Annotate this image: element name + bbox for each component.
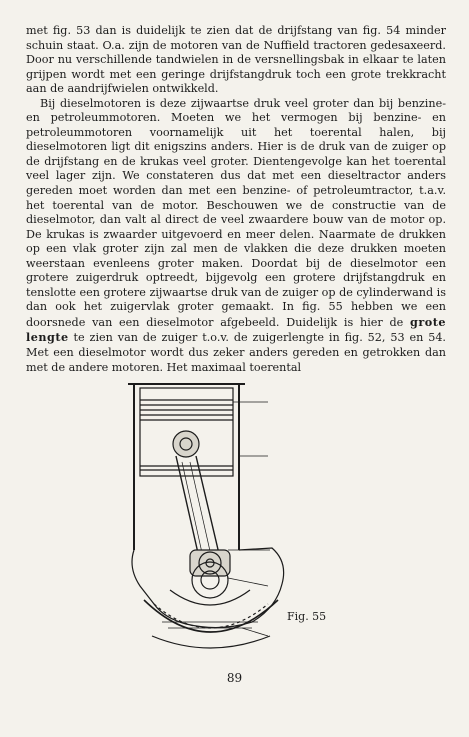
paragraph-2 <box>26 97 446 375</box>
body-text <box>26 24 446 375</box>
paragraph-2-end: te zien van de zuiger t.o.v. de zuigerlengte in fig. 52, 53 en 54. Met een dieselmotor wordt dus zeker anders gereden en getrokken dan met de andere motoren. Het maximaal toerental <box>26 331 446 374</box>
paragraph-2-start: Bij dieselmotoren is deze zijwaartse druk veel groter dan bij benzine- en petroleummotoren. Moeten we het vermogen bij benzine- en petroleummotoren voornamelijk uit het toerental halen, bij dieselmotoren ligt dit enigszins anders. Hier is de druk van de zuiger op de drijfstang en de krukas veel groter. Dientengevolge kan het toerental veel lager zijn. We constateren dus dat met een dieseltractor anders gereden moet worden dan met een benzine- of petroleumtractor, t.a.v. het toerental van de motor. Beschouwen we de constructie van de dieselmotor, dan valt al direct de veel zwaardere bouw van de motor op. De krukas is zwaarder uitgevoerd en meer delen. Naarmate de drukken op een vlak groter zijn zal men de vlakken die deze drukken moeten weerstaan evenleens groter maken. Doordat bij de dieselmotor een grotere zuigerdruk optreedt, bijgevolg een grotere drijfstangdruk en tenslotte een grotere zijwaartse druk van de zuiger op de cylinderwand is dan ook het zuigervlak groter gemaakt. In fig. 55 hebben we een doorsnede van een dieselmotor afgebeeld. Duidelijk is hier de <box>26 96 446 329</box>
page-number: 89 <box>226 671 243 685</box>
emphasis-grote-lengte: grote lengte <box>26 314 446 345</box>
figure-caption: Fig. 55 <box>287 610 327 623</box>
paragraph-1: met fig. 53 dan is duidelijk te zien dat de drijfstang van fig. 54 minder schuin staat. O.a. zijn de motoren van de Nuffield tractoren gedesaxeerd. Door nu verschillende tandwielen in de versnellingsbak in elkaar te laten grijpen wordt met een geringe drijfstangdruk toch een grote trekkracht aan de aandrijfwielen ontwikkeld. <box>26 24 446 96</box>
